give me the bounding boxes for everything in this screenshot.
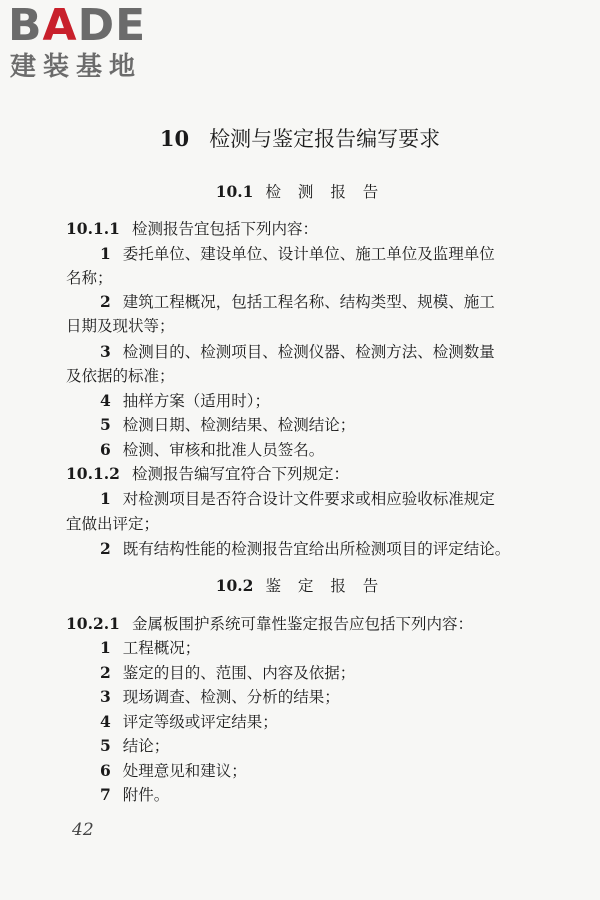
logo-letter-a: A (42, 0, 78, 51)
item-number: 2 (100, 663, 111, 682)
logo-letters-de: DE (77, 0, 147, 51)
section-title-10-1 (0, 181, 600, 203)
item-number: 1 (100, 489, 111, 508)
item-text: 现场调查、检测、分析的结果； (122, 688, 340, 706)
item-number: 1 (100, 244, 111, 263)
chapter-title (0, 124, 600, 154)
item-text: 结论； (122, 737, 170, 755)
item-number: 5 (100, 736, 111, 755)
item-text: 检测、审核和批准人员签名。 (122, 441, 325, 459)
item-number: 5 (100, 415, 111, 434)
clause-number: 10.1.1 (66, 219, 120, 238)
item-text: 抽样方案（适用时）； (122, 392, 271, 410)
item-number: 3 (100, 342, 111, 361)
page-number: 42 (72, 820, 94, 840)
logo-wordmark (8, 2, 146, 50)
item-text: 检测目的、检测项目、检测仪器、检测方法、检测数量 (122, 343, 495, 361)
clause-number: 10.2.1 (66, 614, 120, 633)
list-item (100, 710, 278, 734)
item-number: 1 (100, 638, 111, 657)
list-item (100, 438, 324, 462)
list-item-continuation: 日期及现状等； (66, 317, 175, 335)
item-number: 6 (100, 440, 111, 459)
clause-10-1-2 (66, 462, 349, 486)
item-text: 鉴定的目的、范围、内容及依据； (122, 664, 356, 682)
list-item-continuation: 宜做出评定； (66, 515, 160, 533)
list-item-continuation: 名称； (66, 269, 113, 287)
clause-number: 10.1.2 (66, 464, 120, 483)
item-text: 既有结构性能的检测报告宜给出所检测项目的评定结论。 (122, 540, 511, 558)
item-number: 6 (100, 761, 111, 780)
item-number: 4 (100, 391, 111, 410)
item-number: 7 (100, 785, 111, 804)
item-text: 处理意见和建议； (122, 762, 247, 780)
section-heading: 检 测 报 告 (265, 183, 385, 201)
chapter-number: 10 (159, 126, 190, 151)
clause-10-1-1 (66, 217, 318, 241)
item-number: 4 (100, 712, 111, 731)
list-item (100, 389, 270, 413)
list-item (100, 734, 169, 758)
list-item (100, 759, 247, 783)
list-item (100, 661, 355, 685)
item-text: 检测日期、检测结果、检测结论； (122, 416, 356, 434)
item-number: 2 (100, 292, 111, 311)
item-text: 委托单位、建设单位、设计单位、施工单位及监理单位 (122, 245, 495, 263)
list-item (100, 290, 495, 314)
list-item (100, 783, 169, 807)
section-heading: 鉴 定 报 告 (265, 577, 385, 595)
list-item-continuation: 及依据的标准； (66, 367, 175, 385)
list-item (100, 340, 495, 364)
clause-10-2-1 (66, 612, 473, 636)
bade-logo (8, 2, 178, 88)
clause-text: 金属板围护系统可靠性鉴定报告应包括下列内容： (131, 615, 473, 633)
clause-text: 检测报告宜包括下列内容： (131, 220, 318, 238)
section-number: 10.1 (215, 182, 254, 201)
item-text: 对检测项目是否符合设计文件要求或相应验收标准规定 (122, 490, 495, 508)
section-title-10-2 (0, 575, 600, 597)
section-number: 10.2 (215, 576, 254, 595)
logo-chinese-text: 建装基地 (10, 52, 143, 82)
logo-letter-b: B (8, 0, 43, 51)
item-number: 3 (100, 687, 111, 706)
item-text: 建筑工程概况，包括工程名称、结构类型、规模、施工 (122, 293, 495, 311)
list-item (100, 636, 200, 660)
list-item (100, 537, 510, 561)
item-number: 2 (100, 539, 111, 558)
clause-text: 检测报告编写宜符合下列规定： (131, 465, 349, 483)
list-item (100, 487, 495, 511)
list-item (100, 413, 355, 437)
list-item (100, 685, 340, 709)
item-text: 评定等级或评定结果； (122, 713, 278, 731)
list-item (100, 242, 495, 266)
item-text: 工程概况； (122, 639, 201, 657)
item-text: 附件。 (122, 786, 170, 804)
chapter-heading: 检测与鉴定报告编写要求 (209, 127, 441, 151)
